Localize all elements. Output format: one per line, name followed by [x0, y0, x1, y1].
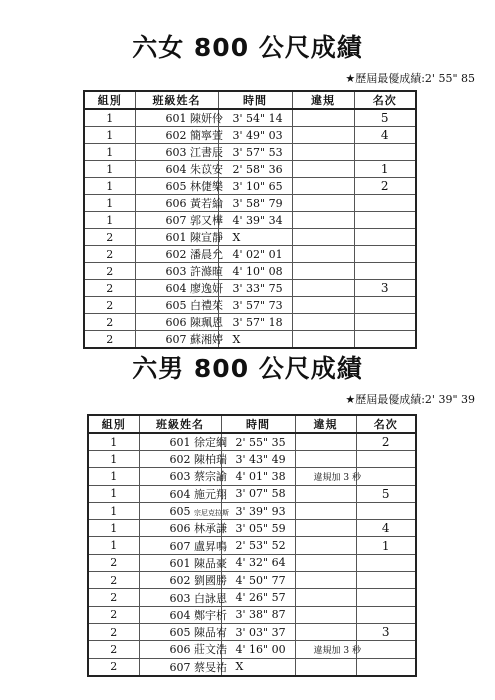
cell-class-name: 602 劉國勝	[139, 572, 221, 589]
header-class-name: 班級姓名	[135, 91, 218, 109]
table-row	[84, 127, 416, 144]
cell-group: 1	[84, 161, 135, 178]
cell-class-name: 604 鄭宇析	[139, 606, 221, 623]
cell-rank	[354, 314, 416, 331]
cell-group: 1	[84, 109, 135, 127]
cell-time: 4' 10" 08	[218, 263, 292, 280]
cell-rank: 3	[354, 280, 416, 297]
cell-violation	[295, 537, 356, 554]
cell-group: 2	[88, 658, 139, 676]
table-row	[88, 451, 416, 468]
cell-group: 2	[88, 641, 139, 658]
cell-class-name: 603 江書辰	[135, 144, 218, 161]
cell-violation	[292, 229, 354, 246]
cell-time: 3' 05" 59	[221, 520, 295, 537]
cell-class-name: 602 潘晨允	[135, 246, 218, 263]
class-number: 605	[169, 504, 191, 518]
cell-rank: 4	[354, 127, 416, 144]
cell-class-name: 601 徐定綱	[139, 433, 221, 451]
cell-time: 3' 38" 87	[221, 606, 295, 623]
header-rank: 名次	[354, 91, 416, 109]
table-row	[88, 520, 416, 537]
cell-violation	[295, 433, 356, 451]
cell-time: 4' 26" 57	[221, 589, 295, 606]
cell-class-name: 604 施元翔	[139, 485, 221, 502]
cell-group: 1	[84, 212, 135, 229]
cell-group: 2	[84, 246, 135, 263]
cell-violation	[292, 144, 354, 161]
cell-time: 4' 01" 38	[221, 468, 295, 485]
cell-group: 1	[88, 537, 139, 554]
cell-rank	[354, 212, 416, 229]
cell-time: 3' 58" 79	[218, 195, 292, 212]
table-row	[84, 331, 416, 349]
cell-group: 2	[84, 297, 135, 314]
cell-class-name: 605 林倢樂	[135, 178, 218, 195]
header-group: 組別	[88, 415, 139, 433]
cell-class-name: 601 陳妍伶	[135, 109, 218, 127]
cell-group: 2	[88, 554, 139, 571]
cell-class-name: 603 白詠恩	[139, 589, 221, 606]
section-title-girls: 六女 800 公尺成績	[132, 33, 363, 62]
table-row	[84, 246, 416, 263]
cell-class-name: 602 簡寧萱	[135, 127, 218, 144]
cell-rank: 3	[356, 623, 416, 640]
header-rank: 名次	[356, 415, 416, 433]
cell-class-name: 606 陳珮恩	[135, 314, 218, 331]
cell-violation	[292, 195, 354, 212]
cell-class-name: 603 蔡宗諭	[139, 468, 221, 485]
cell-group: 1	[84, 127, 135, 144]
cell-violation: 違規加 3 秒	[295, 641, 356, 658]
cell-violation	[292, 246, 354, 263]
cell-violation	[295, 485, 356, 502]
cell-rank	[354, 263, 416, 280]
cell-time: X	[221, 658, 295, 676]
cell-rank	[354, 229, 416, 246]
table-row	[88, 537, 416, 554]
cell-group: 2	[88, 606, 139, 623]
cell-group: 2	[84, 280, 135, 297]
header-violation: 違規	[292, 91, 354, 109]
cell-violation	[292, 263, 354, 280]
cell-violation	[295, 589, 356, 606]
cell-rank	[354, 144, 416, 161]
table-header-row	[88, 415, 416, 433]
table-row	[88, 589, 416, 606]
cell-class-name: 607 郭又樺	[135, 212, 218, 229]
cell-violation	[295, 658, 356, 676]
cell-time: 4' 39" 34	[218, 212, 292, 229]
cell-class-name: 603 許滌暄	[135, 263, 218, 280]
cell-rank: 1	[354, 161, 416, 178]
cell-rank	[356, 572, 416, 589]
cell-group: 1	[88, 520, 139, 537]
cell-class-name: 607 蘇湘婷	[135, 331, 218, 349]
cell-time: 3' 49" 03	[218, 127, 292, 144]
cell-time: 2' 55" 35	[221, 433, 295, 451]
table-row	[84, 280, 416, 297]
cell-class-name: 604 朱苡安	[135, 161, 218, 178]
cell-violation	[295, 451, 356, 468]
cell-class-name: 606 林承謙	[139, 520, 221, 537]
cell-violation	[295, 554, 356, 571]
table-row	[88, 502, 416, 519]
star-icon: ★	[345, 72, 356, 85]
cell-violation	[292, 109, 354, 127]
cell-group: 1	[84, 144, 135, 161]
record-boys	[345, 391, 475, 407]
cell-rank	[356, 606, 416, 623]
cell-group: 2	[84, 314, 135, 331]
cell-violation	[295, 623, 356, 640]
cell-group: 1	[88, 468, 139, 485]
table-row	[88, 554, 416, 571]
cell-group: 1	[84, 178, 135, 195]
table-row	[84, 297, 416, 314]
student-name-small: 宗尼克拉斯	[194, 508, 229, 517]
header-violation: 違規	[295, 415, 356, 433]
cell-group: 2	[84, 263, 135, 280]
cell-group: 2	[88, 589, 139, 606]
results-table-girls	[83, 90, 417, 349]
cell-rank	[356, 658, 416, 676]
cell-rank	[354, 246, 416, 263]
cell-time: 3' 39" 93	[221, 502, 295, 519]
cell-group: 2	[84, 331, 135, 349]
cell-time: 3' 57" 53	[218, 144, 292, 161]
star-icon: ★	[345, 393, 356, 406]
cell-violation	[295, 520, 356, 537]
cell-group: 1	[88, 485, 139, 502]
table-row	[88, 658, 416, 676]
cell-group: 1	[88, 502, 139, 519]
cell-rank: 2	[354, 178, 416, 195]
cell-group: 2	[88, 623, 139, 640]
cell-rank: 5	[356, 485, 416, 502]
cell-rank: 5	[354, 109, 416, 127]
table-row	[88, 606, 416, 623]
header-class-name: 班級姓名	[139, 415, 221, 433]
table-row	[84, 263, 416, 280]
cell-violation	[295, 502, 356, 519]
cell-violation	[292, 331, 354, 349]
cell-class-name	[139, 502, 229, 519]
table-row	[88, 641, 416, 658]
table-row	[84, 314, 416, 331]
cell-violation: 違規加 3 秒	[295, 468, 356, 485]
cell-time: 2' 58" 36	[218, 161, 292, 178]
table-row	[88, 623, 416, 640]
cell-time: 4' 16" 00	[221, 641, 295, 658]
cell-time: 3' 57" 73	[218, 297, 292, 314]
cell-time: 4' 32" 64	[221, 554, 295, 571]
record-label: 歷屆最優成績:2' 55" 85	[355, 72, 475, 85]
cell-time: X	[218, 229, 292, 246]
cell-group: 1	[88, 433, 139, 451]
cell-time: 3' 10" 65	[218, 178, 292, 195]
table-row	[84, 212, 416, 229]
cell-time: 4' 50" 77	[221, 572, 295, 589]
cell-time: 4' 02" 01	[218, 246, 292, 263]
cell-rank	[354, 297, 416, 314]
cell-violation	[292, 314, 354, 331]
cell-class-name: 606 黃若綸	[135, 195, 218, 212]
table-row	[84, 109, 416, 127]
cell-rank: 2	[356, 433, 416, 451]
cell-group: 1	[88, 451, 139, 468]
cell-class-name: 604 廖逸妍	[135, 280, 218, 297]
cell-rank	[354, 195, 416, 212]
table-row	[88, 433, 416, 451]
cell-violation	[292, 297, 354, 314]
cell-class-name: 605 白禮茱	[135, 297, 218, 314]
table-row	[88, 485, 416, 502]
cell-violation	[292, 178, 354, 195]
cell-rank	[356, 641, 416, 658]
cell-rank	[356, 451, 416, 468]
cell-class-name: 605 陳品宥	[139, 623, 221, 640]
header-time: 時間	[218, 91, 292, 109]
cell-violation	[292, 212, 354, 229]
cell-violation	[295, 572, 356, 589]
cell-class-name: 602 陳柏瑞	[139, 451, 221, 468]
cell-time: 3' 57" 18	[218, 314, 292, 331]
cell-rank	[356, 589, 416, 606]
cell-rank: 4	[356, 520, 416, 537]
cell-time: 3' 33" 75	[218, 280, 292, 297]
table-header-row	[84, 91, 416, 109]
cell-time: 3' 54" 14	[218, 109, 292, 127]
cell-group: 2	[84, 229, 135, 246]
table-row	[84, 178, 416, 195]
record-girls	[345, 70, 475, 86]
table-row	[84, 161, 416, 178]
cell-rank	[354, 331, 416, 349]
table-row	[84, 144, 416, 161]
section-title-boys: 六男 800 公尺成績	[132, 354, 363, 383]
cell-time: 2' 53" 52	[221, 537, 295, 554]
table-row	[84, 229, 416, 246]
cell-rank	[356, 554, 416, 571]
cell-group: 1	[84, 195, 135, 212]
cell-class-name: 607 蔡旻祐	[139, 658, 221, 676]
header-time: 時間	[221, 415, 295, 433]
table-row	[88, 468, 416, 485]
cell-time: 3' 03" 37	[221, 623, 295, 640]
cell-violation	[292, 280, 354, 297]
cell-violation	[292, 127, 354, 144]
cell-class-name: 601 陳宣靜	[135, 229, 218, 246]
cell-class-name: 601 陳品豪	[139, 554, 221, 571]
cell-rank: 1	[356, 537, 416, 554]
cell-time: X	[218, 331, 292, 349]
results-table-boys	[87, 414, 417, 677]
cell-violation	[295, 606, 356, 623]
table-row	[88, 572, 416, 589]
cell-group: 2	[88, 572, 139, 589]
cell-violation	[292, 161, 354, 178]
header-group: 組別	[84, 91, 135, 109]
cell-class-name: 607 盧昇鳴	[139, 537, 221, 554]
table-row	[84, 195, 416, 212]
cell-rank	[356, 468, 416, 485]
cell-rank	[356, 502, 416, 519]
cell-class-name: 606 莊文浩	[139, 641, 221, 658]
record-label: 歷屆最優成績:2' 39" 39	[355, 393, 475, 406]
cell-time: 3' 07" 58	[221, 485, 295, 502]
cell-time: 3' 43" 49	[221, 451, 295, 468]
